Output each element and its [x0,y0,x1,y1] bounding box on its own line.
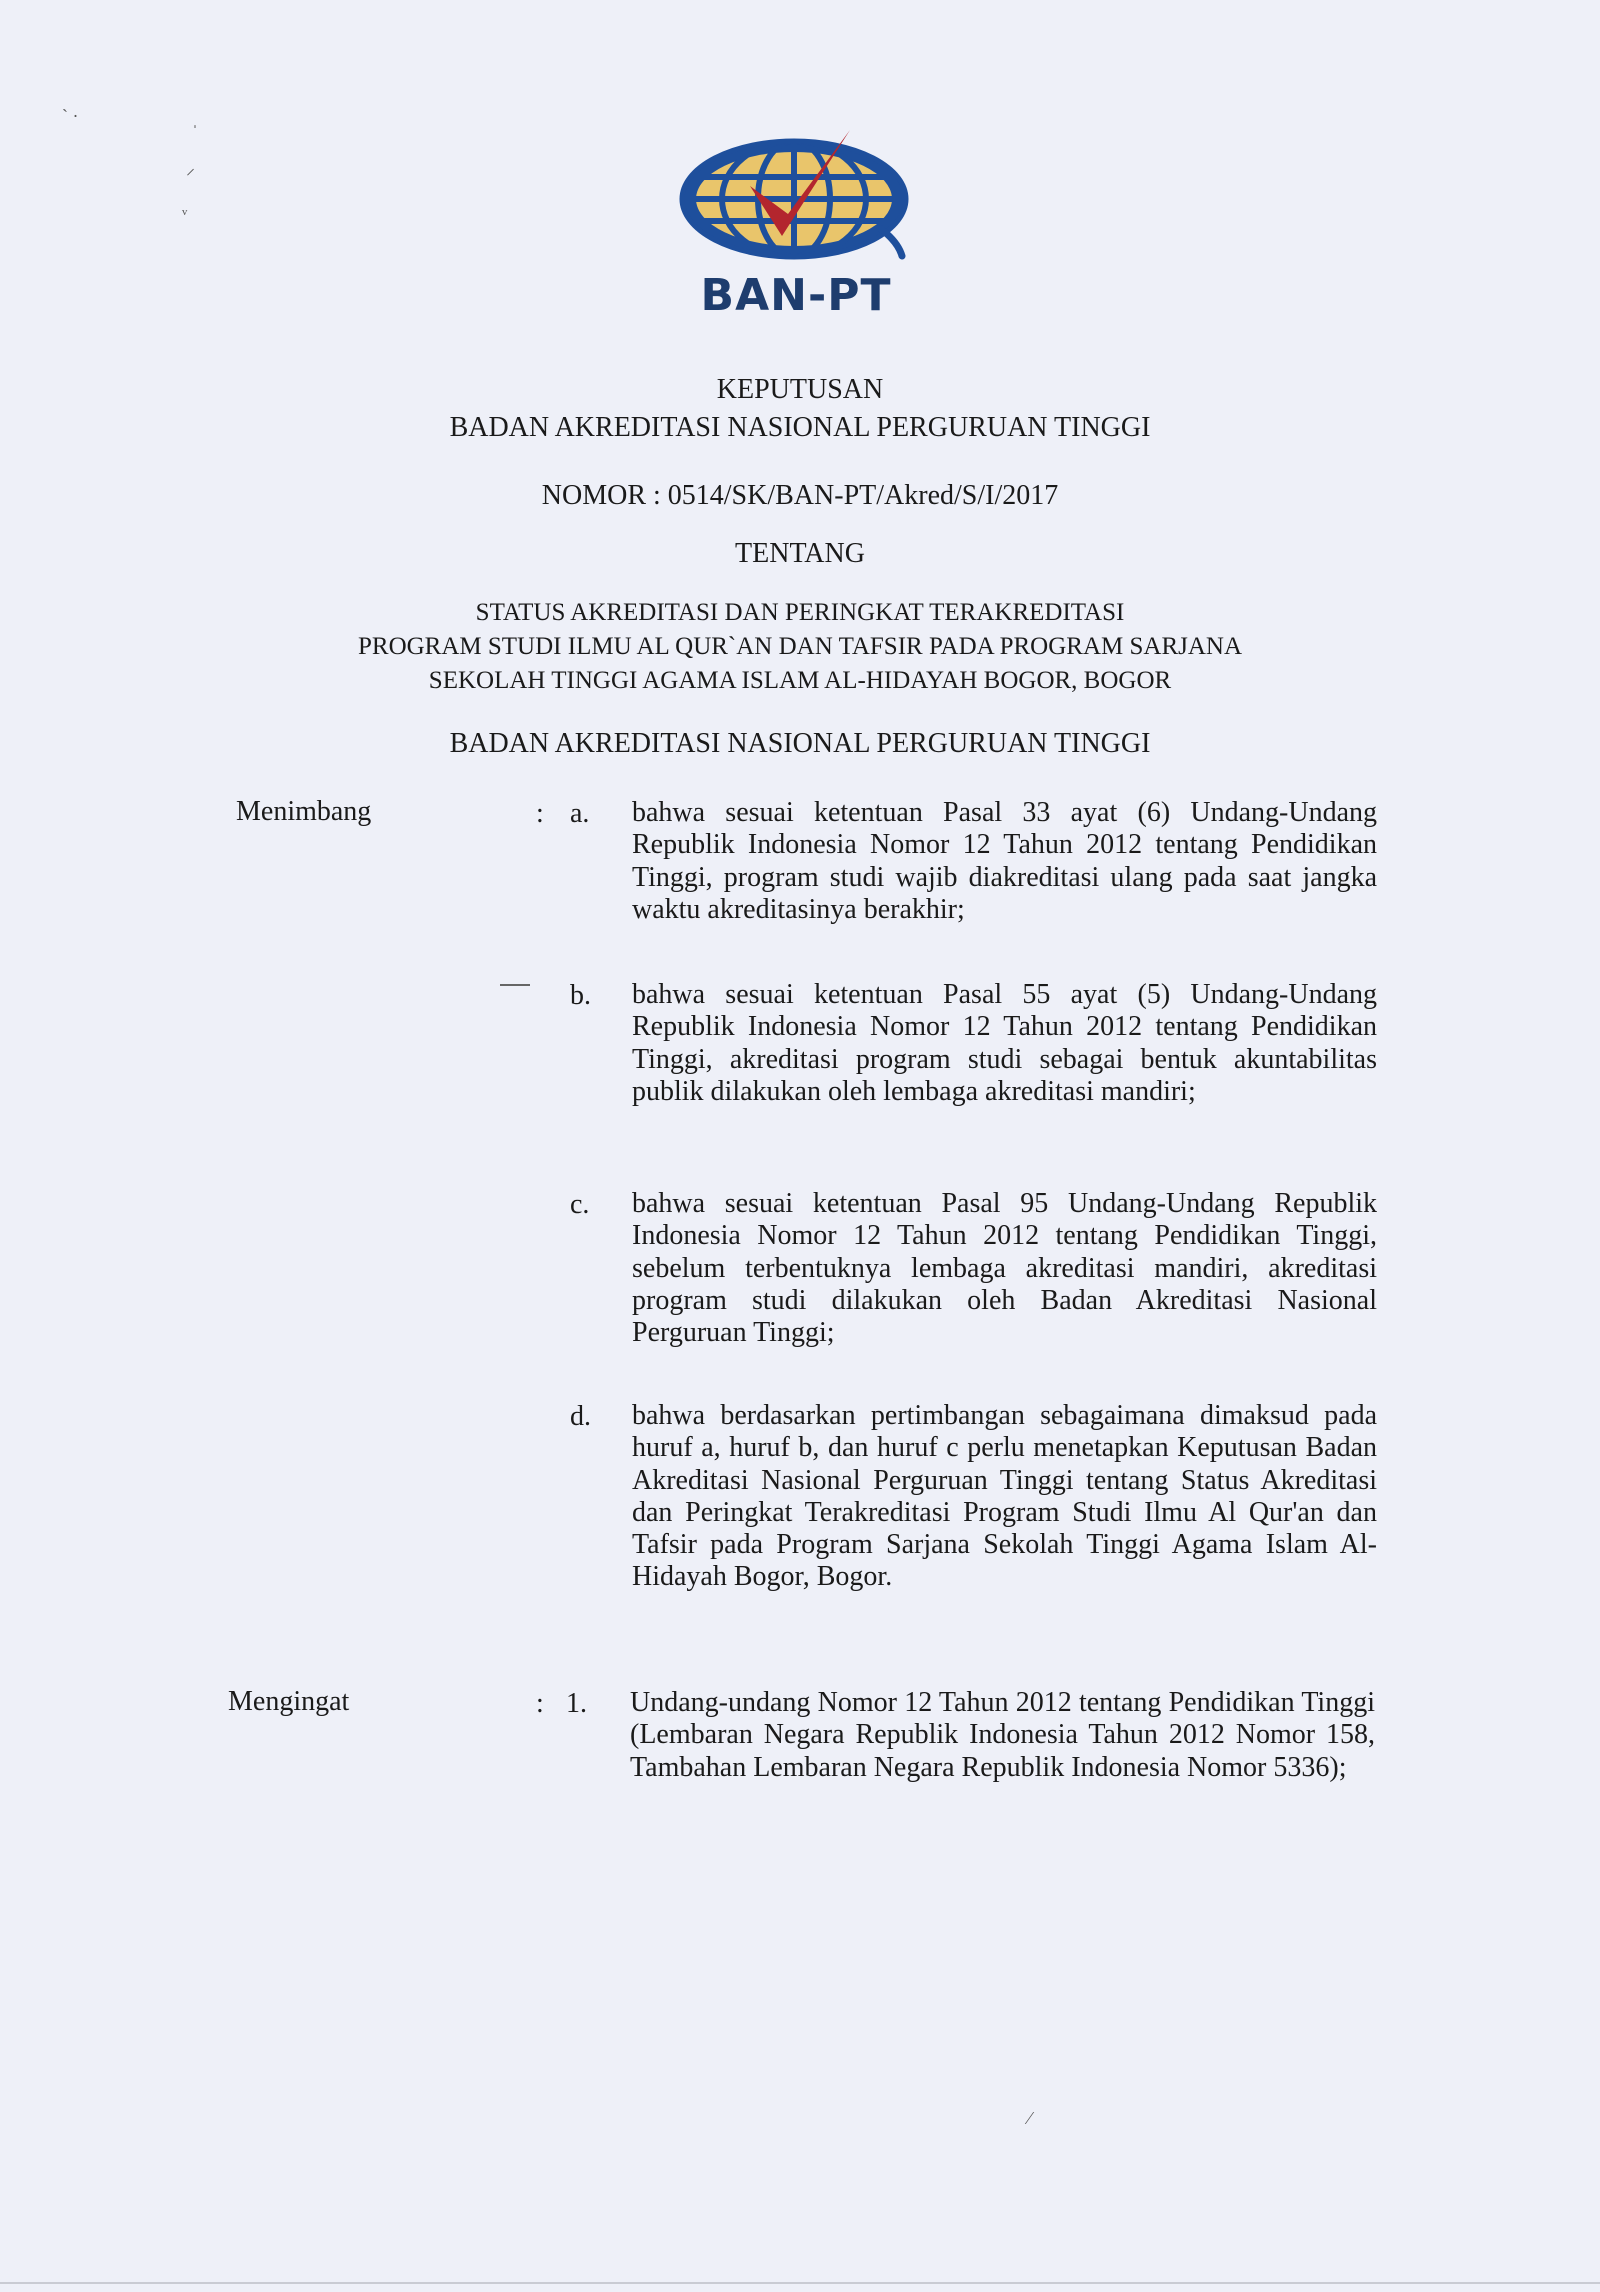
item-marker: a. [570,798,590,829]
scan-speck: ⸝ [186,158,195,178]
scan-mark [500,984,530,986]
item-marker: c. [570,1189,590,1220]
subject-line-2: PROGRAM STUDI ILMU AL QUR`AN DAN TAFSIR PADA PROGRAM SARJANA [357,633,1243,660]
menimbang-item-c: bahwa sesuai ketentuan Pasal 95 Undang-Undang Republik Indonesia Nomor 12 Tahun 2012 tentang Pendidikan Tinggi, sebelum terbentuknya lembaga akreditasi mandiri, akreditasi program studi dilakukan oleh Badan Akreditasi Nasional Perguruan Tinggi; [632,1188,1377,1349]
scan-speck: ˌ [192,108,198,128]
menimbang-colon: : [536,798,544,829]
scan-speck: ˋ · [62,106,79,126]
institution-name: BADAN AKREDITASI NASIONAL PERGURUAN TINGGI [449,412,1151,443]
menimbang-item-b: bahwa sesuai ketentuan Pasal 55 ayat (5) Undang-Undang Republik Indonesia Nomor 12 Tahun 2012 tentang Pendidikan Tinggi, akreditasi program studi sebagai bentuk akuntabilitas publik dilakukan oleh lembaga akreditasi mandiri; [632,979,1377,1107]
mengingat-colon: : [536,1688,544,1719]
menimbang-item-d: bahwa berdasarkan pertimbangan sebagaimana dimaksud pada huruf a, huruf b, dan huruf c perlu menetapkan Keputusan Badan Akreditasi Nasional Perguruan Tinggi tentang Status Akreditasi dan Peringkat Terakreditasi Program Studi Ilmu Al Qur'an dan Tafsir pada Program Sarjana Sekolah Tinggi Agama Islam Al-Hidayah Bogor, Bogor. [632,1400,1377,1593]
decree-number: NOMOR : 0514/SK/BAN-PT/Akred/S/I/2017 [541,480,1059,511]
menimbang-item-a: bahwa sesuai ketentuan Pasal 33 ayat (6) Undang-Undang Republik Indonesia Nomor 12 Tahun 2012 tentang Pendidikan Tinggi, program studi wajib diakreditasi ulang pada saat jangka waktu akreditasinya berakhir; [632,797,1377,925]
logo-wordmark: BAN-PT [700,270,892,321]
globe-check-icon [676,124,916,274]
scan-edge [0,2282,1600,2284]
scan-speck: ⁄ [1028,2108,1032,2128]
issuer-heading: BADAN AKREDITASI NASIONAL PERGURUAN TINGGI [449,728,1151,759]
item-marker: 1. [566,1688,587,1719]
subject-line-3: SEKOLAH TINGGI AGAMA ISLAM AL-HIDAYAH BOGOR, BOGOR [428,667,1172,694]
mengingat-label: Mengingat [228,1686,350,1717]
mengingat-item-1: Undang-undang Nomor 12 Tahun 2012 tentang Pendidikan Tinggi (Lembaran Negara Republik Indonesia Tahun 2012 Nomor 158, Tambahan Lembaran Negara Republik Indonesia Nomor 5336); [630,1687,1375,1783]
subject-line-1: STATUS AKREDITASI DAN PERINGKAT TERAKREDITASI [475,599,1125,626]
tentang-heading: TENTANG [735,538,865,569]
ban-pt-logo [676,124,916,324]
scan-speck: ᵛ [182,204,188,224]
menimbang-label: Menimbang [236,796,372,827]
item-marker: d. [570,1401,591,1432]
decree-title: KEPUTUSAN [716,374,884,405]
item-marker: b. [570,980,591,1011]
